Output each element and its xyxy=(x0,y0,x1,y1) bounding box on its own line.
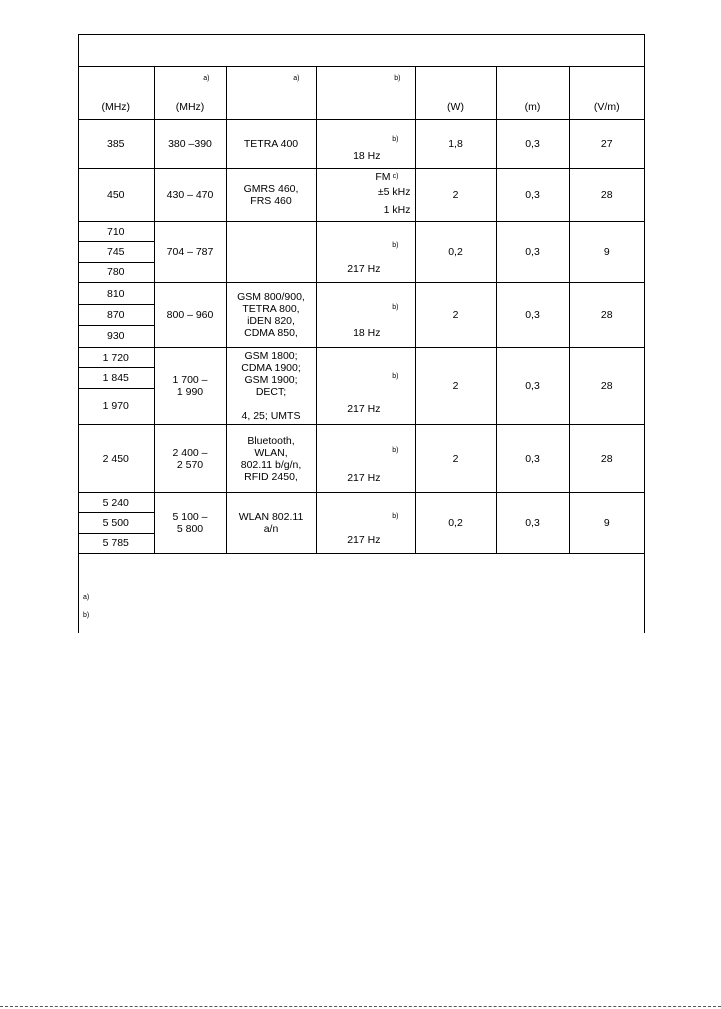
service-cell: GSM 800/900, TETRA 800, iDEN 820, CDMA 850, xyxy=(226,283,316,348)
test-frequency-cell: 710 xyxy=(78,222,154,242)
service-cell: Bluetooth, WLAN, 802.11 b/g/n, RFID 2450, xyxy=(226,425,316,493)
modulation-footnote-ref: b) xyxy=(392,373,399,380)
band-cell: 380 –390 xyxy=(154,120,226,169)
table-row xyxy=(78,283,644,305)
col-level-header-unit: (V/m) xyxy=(593,101,620,113)
modulation-cell xyxy=(316,493,415,554)
notes-area xyxy=(78,554,644,634)
col-band-header-unit: (MHz) xyxy=(175,101,205,113)
test-frequency-cell: 745 xyxy=(78,242,154,262)
modulation-cell xyxy=(316,120,415,169)
col-service-header-footnote-ref: a) xyxy=(293,75,300,82)
test-level-cell: 27 xyxy=(569,120,644,169)
test-frequency-cell: 1 970 xyxy=(78,388,154,425)
test-frequency-cell: 5 500 xyxy=(78,513,154,533)
modulation-deviation: ±5 kHz xyxy=(377,186,411,198)
test-frequency-cell: 1 845 xyxy=(78,368,154,388)
footnote-a-marker: a) xyxy=(83,594,90,601)
distance-cell: 0,3 xyxy=(496,169,569,222)
distance-cell: 0,3 xyxy=(496,425,569,493)
modulation-cell xyxy=(316,169,415,222)
modulation-footnote-ref: b) xyxy=(392,447,399,454)
distance-cell: 0,3 xyxy=(496,120,569,169)
modulation-rate: 217 Hz xyxy=(347,472,381,484)
test-frequency-cell: 870 xyxy=(78,305,154,325)
test-frequency-cell: 385 xyxy=(78,120,154,169)
service-cell: TETRA 400 xyxy=(226,120,316,169)
test-level-cell: 9 xyxy=(569,493,644,554)
col-distance-header-unit: (m) xyxy=(524,101,541,113)
band-cell: 1 700 – 1 990 xyxy=(154,348,226,425)
modulation-cell xyxy=(316,222,415,283)
test-frequency-cell: 1 720 xyxy=(78,348,154,368)
test-frequency-cell: 930 xyxy=(78,325,154,347)
col-band-header-footnote-ref: a) xyxy=(203,75,210,82)
modulation-cell xyxy=(316,348,415,425)
band-cell: 800 – 960 xyxy=(154,283,226,348)
modulation-type: FM xyxy=(375,171,391,183)
max-power-cell: 0,2 xyxy=(415,493,496,554)
band-cell: 2 400 – 2 570 xyxy=(154,425,226,493)
col-band-header xyxy=(154,67,226,120)
modulation-rate: 217 Hz xyxy=(347,263,381,275)
test-level-cell: 28 xyxy=(569,425,644,493)
distance-cell: 0,3 xyxy=(496,283,569,348)
col-power-header xyxy=(415,67,496,120)
service-cell: GSM 1800; CDMA 1900; GSM 1900; DECT; 4, 25; UMTS xyxy=(226,348,316,425)
distance-cell: 0,3 xyxy=(496,222,569,283)
band-cell: 704 – 787 xyxy=(154,222,226,283)
col-test-frequency-header xyxy=(78,67,154,120)
modulation-footnote-ref: b) xyxy=(392,304,399,311)
footnote-b-marker: b) xyxy=(83,612,90,619)
band-cell: 430 – 470 xyxy=(154,169,226,222)
table-row xyxy=(78,120,644,169)
modulation-cell xyxy=(316,425,415,493)
modulation-footnote-ref: b) xyxy=(392,136,399,143)
test-frequency-cell: 2 450 xyxy=(78,425,154,493)
distance-cell: 0,3 xyxy=(496,493,569,554)
modulation-cell xyxy=(316,283,415,348)
service-cell xyxy=(226,222,316,283)
col-level-header xyxy=(569,67,644,120)
modulation-footnote-ref: c) xyxy=(392,173,399,180)
table-row xyxy=(78,493,644,513)
band-cell: 5 100 – 5 800 xyxy=(154,493,226,554)
col-test-frequency-header-unit: (MHz) xyxy=(101,101,131,113)
max-power-cell: 2 xyxy=(415,425,496,493)
max-power-cell: 2 xyxy=(415,348,496,425)
distance-cell: 0,3 xyxy=(496,348,569,425)
service-cell: GMRS 460, FRS 460 xyxy=(226,169,316,222)
test-level-cell: 28 xyxy=(569,169,644,222)
immunity-test-table xyxy=(78,66,644,634)
service-cell: WLAN 802.11 a/n xyxy=(226,493,316,554)
table-row xyxy=(78,222,644,242)
col-service-header xyxy=(226,67,316,120)
test-frequency-cell: 780 xyxy=(78,262,154,282)
test-frequency-cell: 450 xyxy=(78,169,154,222)
table-row xyxy=(78,348,644,368)
test-level-cell: 28 xyxy=(569,348,644,425)
col-modulation-header-footnote-ref: b) xyxy=(394,75,401,82)
modulation-rate: 217 Hz xyxy=(347,403,381,415)
test-level-cell: 9 xyxy=(569,222,644,283)
modulation-rate: 1 kHz xyxy=(383,204,411,216)
test-frequency-cell: 810 xyxy=(78,283,154,305)
col-power-header-unit: (W) xyxy=(447,101,464,113)
col-distance-header xyxy=(496,67,569,120)
col-modulation-header xyxy=(316,67,415,120)
test-frequency-cell: 5 240 xyxy=(78,493,154,513)
modulation-footnote-ref: b) xyxy=(392,513,399,520)
modulation-rate: 217 Hz xyxy=(347,534,381,546)
max-power-cell: 0,2 xyxy=(415,222,496,283)
max-power-cell: 2 xyxy=(415,169,496,222)
table-row xyxy=(78,169,644,222)
modulation-rate: 18 Hz xyxy=(353,327,381,339)
test-level-cell: 28 xyxy=(569,283,644,348)
modulation-rate: 18 Hz xyxy=(353,150,381,162)
table-row xyxy=(78,425,644,493)
modulation-footnote-ref: b) xyxy=(392,242,399,249)
max-power-cell: 1,8 xyxy=(415,120,496,169)
max-power-cell: 2 xyxy=(415,283,496,348)
test-frequency-cell: 5 785 xyxy=(78,533,154,553)
page-bottom-edge xyxy=(0,1006,721,1007)
